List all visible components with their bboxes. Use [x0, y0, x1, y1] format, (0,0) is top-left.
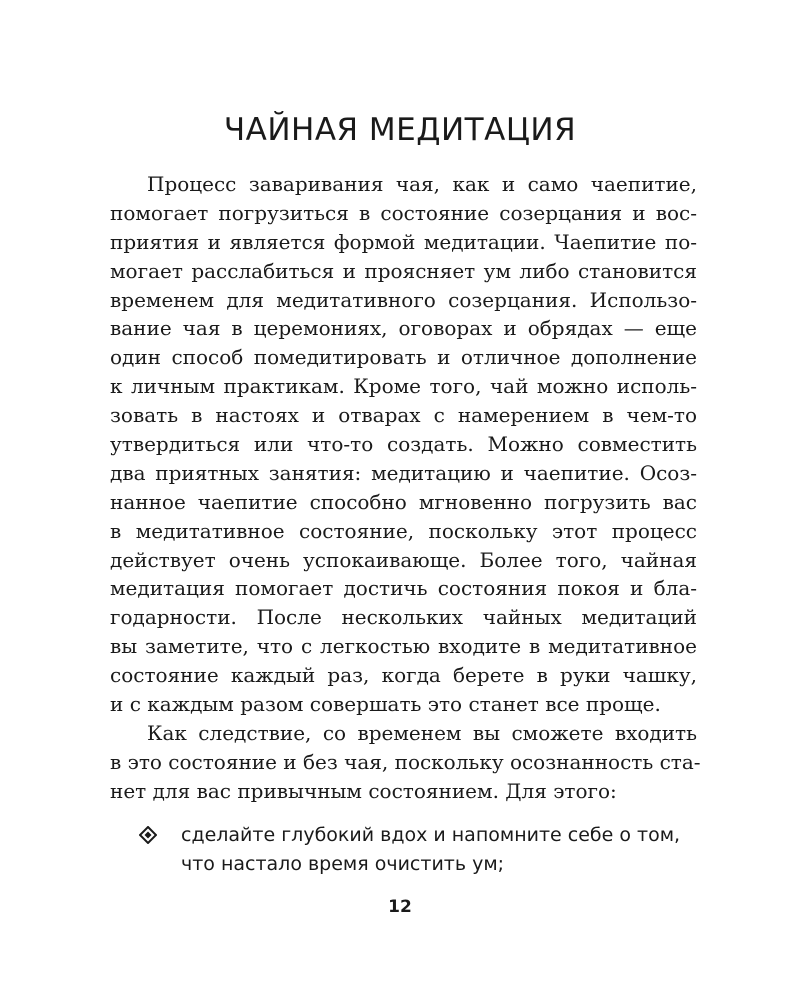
text-line: нет для вас привычным состоянием. Для этого:: [110, 778, 617, 803]
text-line: зовать в настоях и отварах с намерением в чем-то: [110, 403, 697, 428]
text-line: годарности. После нескольких чайных медитаций: [110, 605, 697, 630]
body-text: [110, 170, 701, 806]
paragraph-2: [110, 719, 701, 806]
text-line: к личным практикам. Кроме того, чай можно исполь-: [110, 374, 697, 399]
text-line: нанное чаепитие способно мгновенно погрузить вас: [110, 489, 697, 514]
bullet-text: [181, 821, 699, 879]
page-title: ЧАЙНАЯ МЕДИТАЦИЯ: [223, 112, 577, 148]
bullet-text-line: сделайте глубокий вдох и напомните себе о том,: [181, 824, 681, 846]
paragraph-1: [110, 170, 697, 719]
text-line: действует очень успокаивающе. Более того, чайная: [110, 547, 697, 572]
text-line: могает расслабиться и проясняет ум либо становится: [110, 258, 697, 283]
text-line: и с каждым разом совершать это станет все проще.: [110, 692, 661, 717]
text-line: приятия и является формой медитации. Чаепитие по-: [110, 229, 697, 254]
text-line: в это состояние и без чая, поскольку осознанность ста-: [110, 749, 701, 774]
text-line: вы заметите, что с легкостью входите в медитативное: [110, 634, 697, 659]
text-line: утвердиться или что-то создать. Можно совместить: [110, 432, 697, 457]
text-line: вание чая в церемониях, оговорах и обрядах — еще: [110, 316, 697, 341]
text-line: один способ помедитировать и отличное дополнение: [110, 345, 697, 370]
text-line: помогает погрузиться в состояние созерцания и вос-: [110, 200, 697, 225]
text-line: два приятных занятия: медитацию и чаепитие. Осоз-: [110, 460, 697, 485]
text-line: состояние каждый раз, когда берете в руки чашку,: [110, 663, 697, 688]
text-line: медитация помогает достичь состояния покоя и бла-: [110, 576, 697, 601]
text-line: Процесс заваривания чая, как и само чаепитие,: [147, 172, 697, 196]
diamond-bullet-icon: [139, 826, 157, 844]
text-line: в медитативное состояние, поскольку этот процесс: [110, 518, 697, 543]
bullet-list-item: [139, 821, 699, 879]
bullet-text-line: что настало время очистить ум;: [181, 853, 505, 875]
page-number: 12: [388, 897, 412, 917]
text-line: временем для медитативного созерцания. Использо-: [110, 287, 697, 312]
text-line: Как следствие, со временем вы сможете входить: [147, 720, 697, 745]
